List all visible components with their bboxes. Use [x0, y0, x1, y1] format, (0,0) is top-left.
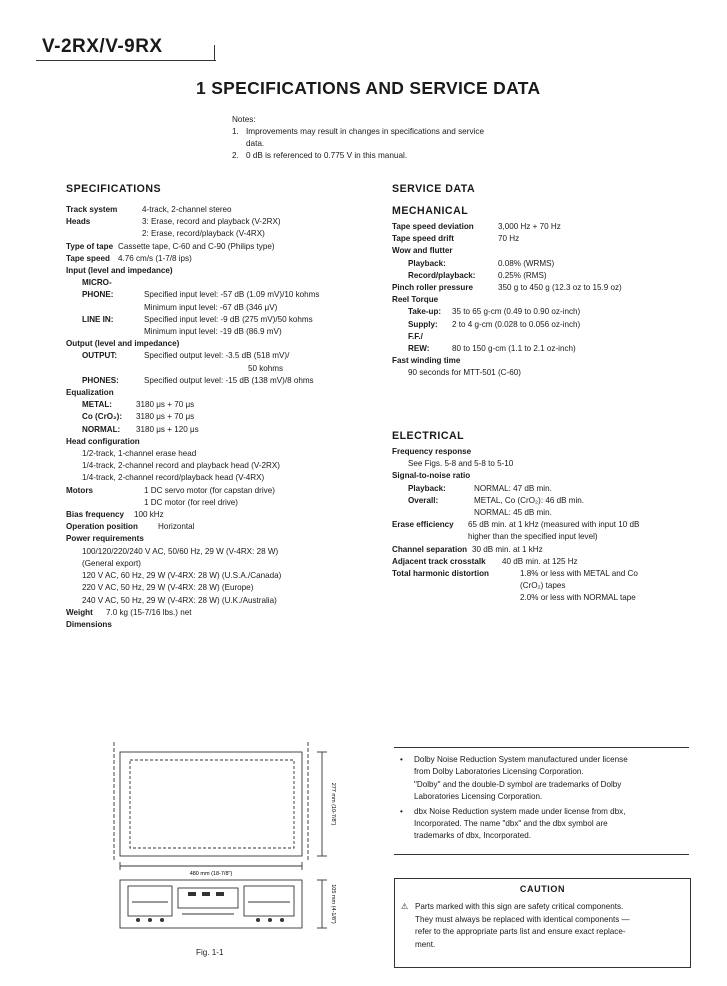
spec-eq-metal: METAL: 3180 μs + 70 μs: [82, 400, 195, 410]
spec-power-5: 240 V AC, 50 Hz, 29 W (V-4RX: 28 W) (U.K./Australia): [82, 595, 277, 605]
spec-eq-co: Co (CrO₂): 3180 μs + 70 μs: [82, 412, 195, 422]
front-view-outline: [120, 880, 302, 928]
spec-line-1: LINE IN: Specified input level: -9 dB (275 mV)/50 kohms: [82, 314, 313, 324]
svc-erase-2: higher than the specified input level): [468, 532, 598, 542]
notes: [232, 114, 552, 162]
svc-wow-playback: Playback: 0.08% (WRMS): [408, 258, 555, 268]
trademark-notice: [394, 747, 689, 855]
svc-channel-sep: Channel separation 30 dB min. at 1 kHz: [392, 544, 543, 554]
spec-power-3: 120 V AC, 60 Hz, 29 W (V-4RX: 28 W) (U.S.A./Canada): [82, 571, 282, 581]
spec-eq-normal: NORMAL: 3180 μs + 120 μs: [82, 424, 199, 434]
spec-headcfg-1: 1/2-track, 1-channel erase head: [82, 449, 197, 459]
figure-caption: Fig. 1-1: [196, 948, 224, 957]
spec-power-2: (General export): [82, 558, 141, 568]
caution-text: ⚠ Parts marked with this sign are safety critical components. They must always be replaced with identical components — refer to the appropriate parts list and ensure exact replace- ment.: [395, 895, 690, 951]
mechanical-list: [392, 221, 712, 380]
spec-dimensions-heading: Dimensions: [66, 619, 112, 629]
spec-phones: PHONES: Specified output level: -15 dB (138 mV)/8 ohms: [82, 375, 314, 385]
svc-ff: F.F./: [408, 331, 423, 341]
spec-mic: MICRO-: [82, 278, 112, 288]
svc-deviation: Tape speed deviation 3,000 Hz + 70 Hz: [392, 222, 561, 231]
caution-box: [394, 878, 691, 968]
svc-adjacent: Adjacent track crosstalk 40 dB min. at 125 Hz: [392, 556, 578, 566]
svc-sn-overall-2: NORMAL: 45 dB min.: [474, 508, 552, 518]
svc-wow-recplay: Record/playback: 0.25% (RMS): [408, 270, 547, 280]
svc-sn-heading: Signal-to-noise ratio: [392, 471, 471, 481]
svc-pinch: Pinch roller pressure 350 g to 450 g (12.3 oz to 15.9 oz): [392, 283, 622, 293]
svc-freq-value: See Figs. 5-8 and 5-8 to 5-10: [408, 459, 514, 469]
service-data-heading: SERVICE DATA: [392, 183, 476, 195]
spec-input-heading: Input (level and impedance): [66, 266, 173, 276]
note-item: data.: [246, 139, 265, 148]
spec-weight: Weight 7.0 kg (15-7/16 lbs.) net: [66, 607, 192, 617]
spec-motors-1: Motors 1 DC servo motor (for capstan drive): [66, 485, 275, 495]
spec-bias: Bias frequency 100 kHz: [66, 510, 164, 520]
header-rule: [36, 60, 216, 61]
spec-line-2: Minimum input level: -19 dB (86.9 mV): [144, 327, 282, 337]
svc-erase: Erase efficiency 65 dB min. at 1 kHz (measured with input 10 dB: [392, 520, 640, 530]
mechanical-heading: MECHANICAL: [392, 205, 469, 217]
svc-reel-heading: Reel Torque: [392, 295, 439, 305]
specifications-list: [66, 204, 386, 631]
note-item: 2. 0 dB is referenced to 0.775 V in this manual.: [232, 151, 408, 160]
svc-fast-value: 90 seconds for MTT-501 (C-60): [408, 368, 521, 378]
svc-takeup: Take-up: 35 to 65 g-cm (0.49 to 0.90 oz-inch): [408, 307, 581, 317]
height-dimension-label: 277 mm (10-7/8"): [330, 782, 336, 826]
spec-headcfg-heading: Head configuration: [66, 436, 140, 446]
svc-rew: REW: 80 to 150 g-cm (1.1 to 2.1 oz-inch): [408, 344, 576, 354]
dimensions-figure: [108, 734, 348, 964]
svc-thd: Total harmonic distortion 1.8% or less with METAL and Co: [392, 569, 638, 579]
dolby-notice: • Dolby Noise Reduction System manufactured under license from Dolby Laboratories Licensing Corporation. "Dolby" and the double-D symbol are trademarks of Dolby Laboratories Licensing Corporation.: [400, 755, 628, 802]
header-tick: [214, 45, 215, 61]
spec-heads-2: 2: Erase, record/playback (V-4RX): [142, 229, 265, 239]
svc-drift: Tape speed drift 70 Hz: [392, 234, 520, 244]
spec-eq-heading: Equalization: [66, 388, 114, 398]
spec-operation: Operation position Horizontal: [66, 522, 195, 532]
spec-track: Track system 4-track, 2-channel stereo: [66, 205, 232, 214]
spec-motors-2: 1 DC motor (for reel drive): [144, 497, 238, 507]
spec-headcfg-2: 1/4-track, 2-channel record and playback head (V-2RX): [82, 461, 280, 471]
warning-triangle-icon: ⚠: [401, 902, 409, 912]
model-name: V-2RX/V-9RX: [42, 36, 163, 57]
top-view-inner: [130, 760, 294, 848]
notes-heading: Notes:: [232, 115, 256, 124]
note-item: 1. Improvements may result in changes in specifications and service: [232, 127, 485, 136]
top-view-outline: [120, 752, 302, 856]
spec-output-1: OUTPUT: Specified output level: -3.5 dB (518 mV)/: [82, 351, 290, 361]
caution-title: CAUTION: [519, 884, 566, 894]
spec-headcfg-3: 1/4-track, 2-channel record/playback head (V-4RX): [82, 473, 265, 483]
svc-fast-heading: Fast winding time: [392, 356, 461, 366]
spec-power-heading: Power requirements: [66, 534, 144, 544]
svc-wow-heading: Wow and flutter: [392, 246, 453, 256]
width-dimension-label: 480 mm (18-7/8"): [189, 871, 233, 877]
spec-power-4: 220 V AC, 50 Hz, 29 W (V-4RX: 28 W) (Europe): [82, 583, 254, 593]
depth-dimension-label: 105 mm (4-1/8"): [330, 884, 336, 924]
spec-mic-1: PHONE: Specified input level: -57 dB (1.09 mV)/10 kohms: [82, 290, 320, 300]
svc-sn-playback: Playback: NORMAL: 47 dB min.: [408, 483, 552, 493]
page-title: 1 SPECIFICATIONS AND SERVICE DATA: [196, 78, 541, 98]
spec-heads: Heads 3: Erase, record and playback (V-2RX): [66, 217, 281, 227]
dbx-notice: • dbx Noise Reduction system made under license from dbx, Incorporated. The name "dbx" and the dbx symbol are trademarks of dbx, Incorporated.: [400, 806, 626, 841]
svc-sn-overall: Overall: METAL, Co (CrO₂): 46 dB min.: [408, 495, 585, 505]
spec-power-1: 100/120/220/240 V AC, 50/60 Hz, 29 W (V-4RX: 28 W): [82, 546, 279, 556]
spec-output-2: 50 kohms: [248, 363, 284, 373]
electrical-list: [392, 446, 712, 605]
spec-mic-2: Minimum input level: -67 dB (346 μV): [144, 302, 278, 312]
svc-freq-heading: Frequency response: [392, 447, 472, 456]
svc-supply: Supply: 2 to 4 g-cm (0.028 to 0.056 oz-inch): [408, 319, 581, 329]
spec-tape: Type of tape Cassette tape, C-60 and C-90 (Philips type): [66, 241, 275, 251]
spec-speed: Tape speed 4.76 cm/s (1-7/8 ips): [66, 253, 192, 263]
svc-thd-2: (CrO₂) tapes: [520, 581, 566, 591]
spec-output-heading: Output (level and impedance): [66, 339, 180, 349]
specifications-heading: SPECIFICATIONS: [66, 183, 162, 195]
electrical-heading: ELECTRICAL: [392, 430, 465, 442]
svc-thd-3: 2.0% or less with NORMAL tape: [520, 593, 636, 603]
